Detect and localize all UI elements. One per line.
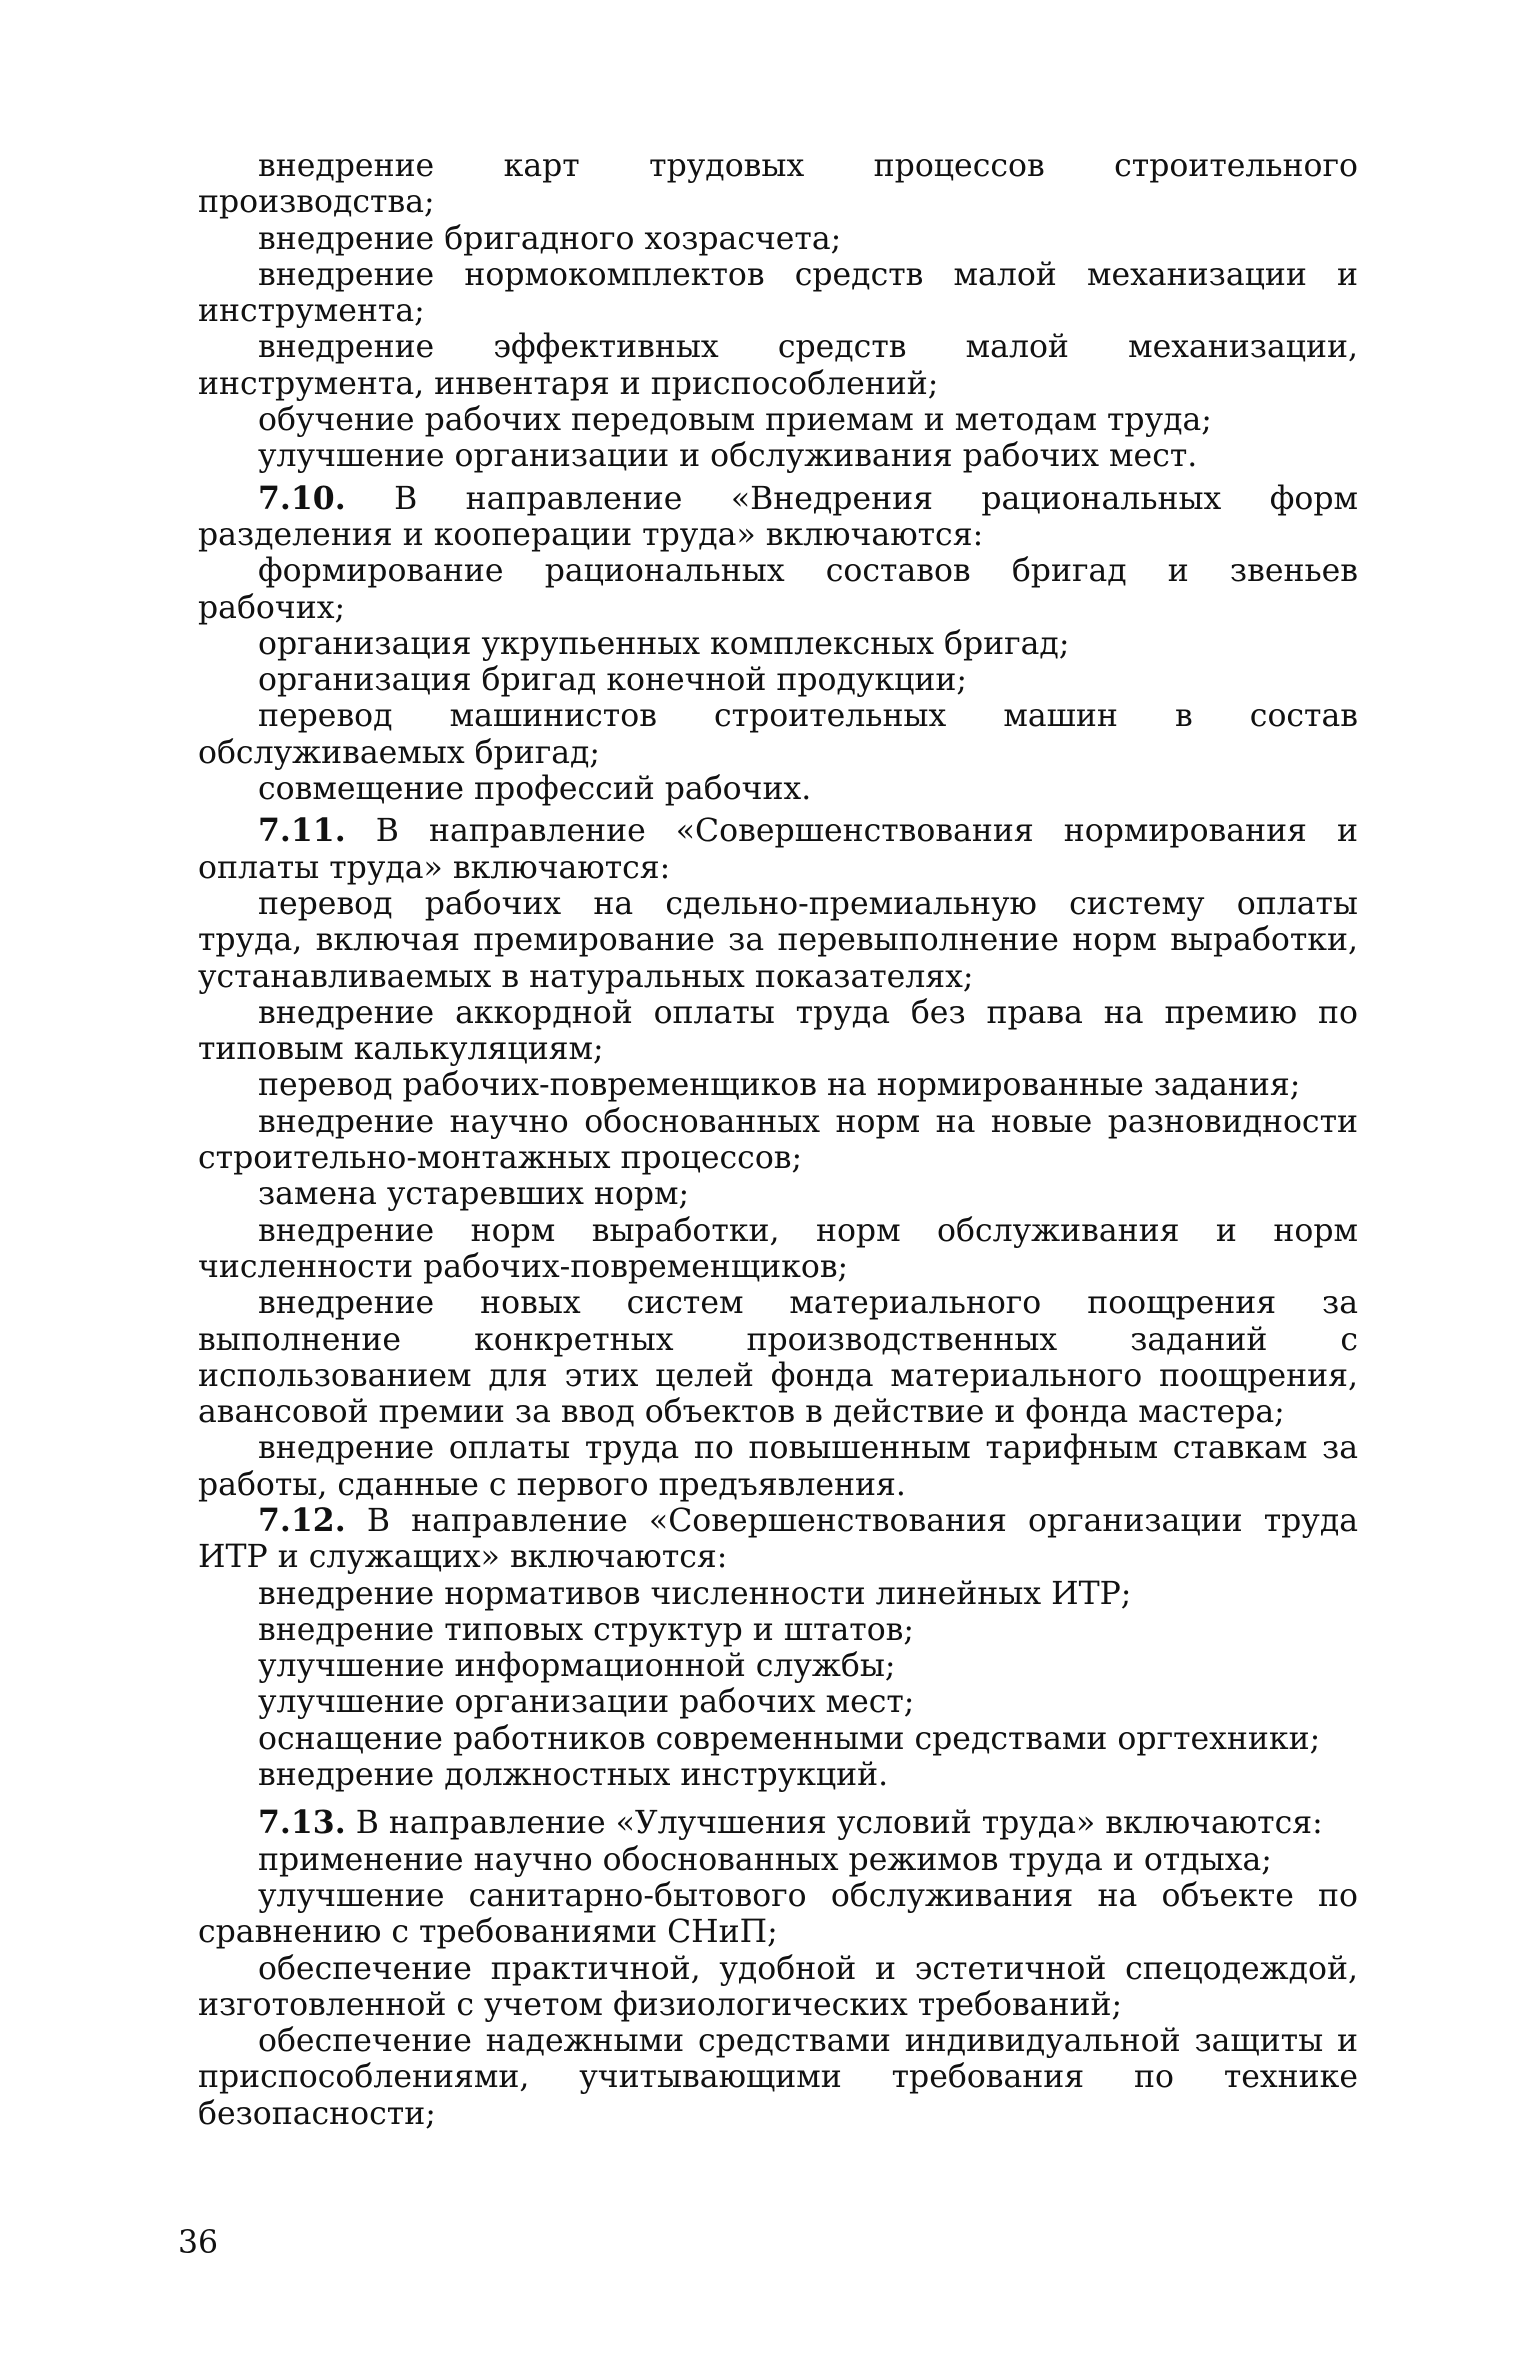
list-item: внедрение эффективных средств малой механизации, инструмента, инвентаря и приспособлений; (198, 329, 1358, 402)
list-item: обучение рабочих передовым приемам и методам труда; (258, 402, 1212, 439)
list-item: внедрение норм выработки, норм обслуживания и норм численности рабочих-повременщиков; (198, 1212, 1358, 1285)
section-intro: В направление «Совершенствования организации труда ИТР и служащих» включаются: (198, 1502, 1358, 1576)
section-7-10-heading (198, 481, 1358, 554)
list-item: внедрение типовых структур и штатов; (258, 1611, 915, 1648)
list-item: улучшение организации рабочих мест; (258, 1684, 915, 1721)
list-item: внедрение бригадного хозрасчета; (258, 220, 842, 257)
list-item: внедрение аккордной оплаты труда без права на премию по типовым калькуляциям; (198, 994, 1358, 1068)
list-item: организация бригад конечной продукции; (258, 662, 967, 699)
section-7-11-heading (198, 813, 1358, 886)
list-item: обеспечение практичной, удобной и эстетичной спецодеждой, изготовленной с учетом физиологических требований; (198, 1950, 1358, 2023)
list-item: перевод машинистов строительных машин в состав обслуживаемых бригад; (198, 698, 1358, 771)
list-item: внедрение научно обоснованных норм на новые разновидности строительно-монтажных процессов; (198, 1103, 1358, 1177)
list-item: внедрение нормокомплектов средств малой механизации и инструмента; (198, 256, 1358, 330)
document-page (198, 148, 1358, 2132)
list-item: оснащение работников современными средствами оргтехники; (258, 1720, 1321, 1757)
list-item: внедрение нормативов численности линейных ИТР; (258, 1575, 1132, 1612)
section-number: 7.11. (258, 812, 346, 850)
list-item: улучшение санитарно-бытового обслуживания на объекте по сравнению с требованиями СНиП; (198, 1877, 1358, 1951)
list-item: организация укрупьенных комплексных бригад; (258, 625, 1070, 662)
list-item: обеспечение надежными средствами индивидуальной защиты и приспособлениями, учитывающими требования по технике безопасности; (198, 2023, 1358, 2132)
section-number: 7.10. (258, 479, 346, 517)
section-number: 7.13. (258, 1804, 346, 1842)
section-intro: В направление «Улучшения условий труда» включаются: (355, 1805, 1323, 1842)
list-item: внедрение оплаты труда по повышенным тарифным ставкам за работы, сданные с первого предъявления. (198, 1430, 1358, 1503)
list-item: применение научно обоснованных режимов труда и отдыха; (258, 1841, 1272, 1878)
section-7-13-heading (198, 1805, 1358, 1841)
list-item: формирование рациональных составов бригад и звеньев рабочих; (198, 553, 1358, 626)
section-7-12-heading (198, 1503, 1358, 1576)
section-intro: В направление «Совершенствования нормирования и оплаты труда» включаются: (198, 813, 1358, 886)
list-item: совмещение профессий рабочих. (258, 771, 812, 808)
list-item: улучшение организации и обслуживания рабочих мест. (258, 438, 1198, 475)
list-item: внедрение новых систем материального поощрения за выполнение конкретных производственных заданий с использованием для этих целей фонда материального поощрения, авансовой премии за ввод объектов в действие и фонда мастера; (198, 1285, 1358, 1431)
list-item: улучшение информационной службы; (258, 1648, 896, 1685)
page-number: 36 (178, 2225, 219, 2261)
section-number: 7.12. (258, 1501, 346, 1539)
list-item: внедрение карт трудовых процессов строительного производства; (198, 148, 1358, 221)
list-item: перевод рабочих-повременщиков на нормированные задания; (258, 1067, 1301, 1104)
list-item: замена устаревших норм; (258, 1176, 690, 1213)
list-item: перевод рабочих на сдельно-премиальную систему оплаты труда, включая премирование за перевыполнение норм выработки, устанавливаемых в натуральных показателях; (198, 885, 1358, 995)
section-intro: В направление «Внедрения рациональных форм разделения и кооперации труда» включаются: (198, 480, 1358, 553)
list-item: внедрение должностных инструкций. (258, 1757, 889, 1794)
